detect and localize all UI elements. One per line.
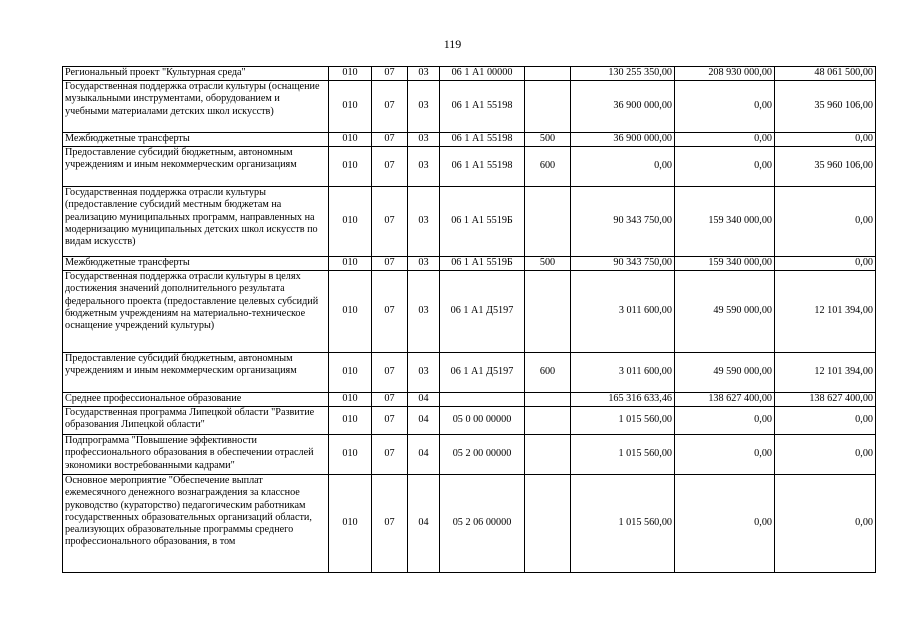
cell-name: Государственная программа Липецкой области "Развитие образования Липецкой области": [63, 407, 329, 435]
cell-c5: [525, 187, 571, 257]
cell-c5: [525, 475, 571, 573]
cell-c1: 010: [329, 271, 372, 353]
table-row: [63, 187, 876, 257]
cell-v1: 90 343 750,00: [571, 257, 675, 271]
cell-v3: 12 101 394,00: [775, 353, 876, 393]
cell-c1: 010: [329, 475, 372, 573]
cell-c2: 07: [372, 353, 408, 393]
table-row: [63, 475, 876, 573]
cell-c3: 03: [408, 187, 440, 257]
cell-v3: 12 101 394,00: [775, 271, 876, 353]
cell-c1: 010: [329, 81, 372, 133]
cell-c4: 06 1 А1 Д5197: [440, 271, 525, 353]
cell-c3: 04: [408, 393, 440, 407]
cell-c2: 07: [372, 435, 408, 475]
cell-v2: 49 590 000,00: [675, 353, 775, 393]
cell-c3: 03: [408, 257, 440, 271]
cell-c1: 010: [329, 133, 372, 147]
cell-v3: 0,00: [775, 133, 876, 147]
cell-v3: 0,00: [775, 407, 876, 435]
table-row: [63, 407, 876, 435]
cell-name: Государственная поддержка отрасли культуры (оснащение музыкальными инструментами, оборудованием и учебными материалами детских школ искусств): [63, 81, 329, 133]
cell-c1: 010: [329, 67, 372, 81]
cell-v3: 0,00: [775, 435, 876, 475]
cell-v3: 0,00: [775, 187, 876, 257]
cell-v2: 159 340 000,00: [675, 187, 775, 257]
cell-c2: 07: [372, 393, 408, 407]
page-number: 119: [443, 37, 462, 51]
cell-c4: [440, 393, 525, 407]
cell-c4: 05 2 00 00000: [440, 435, 525, 475]
table-row: [63, 81, 876, 133]
cell-name: Среднее профессиональное образование: [63, 393, 329, 407]
cell-v2: 0,00: [675, 147, 775, 187]
cell-c4: 06 1 А1 Д5197: [440, 353, 525, 393]
cell-v1: 3 011 600,00: [571, 271, 675, 353]
cell-c1: 010: [329, 353, 372, 393]
cell-v1: 165 316 633,46: [571, 393, 675, 407]
cell-v2: 159 340 000,00: [675, 257, 775, 271]
cell-v1: 36 900 000,00: [571, 81, 675, 133]
cell-c2: 07: [372, 147, 408, 187]
cell-name: Предоставление субсидий бюджетным, автономным учреждениям и иным некоммерческим организациям: [63, 147, 329, 187]
cell-c5: 500: [525, 133, 571, 147]
cell-c3: 04: [408, 407, 440, 435]
cell-v3: 48 061 500,00: [775, 67, 876, 81]
cell-c1: 010: [329, 407, 372, 435]
cell-v3: 35 960 106,00: [775, 81, 876, 133]
cell-c4: 06 1 А1 5519Б: [440, 187, 525, 257]
cell-v3: 0,00: [775, 475, 876, 573]
cell-c3: 03: [408, 147, 440, 187]
cell-name: Государственная поддержка отрасли культуры (предоставление субсидий местным бюджетам на реализацию муниципальных программ, направленных на модернизацию муниципальных детских школ искусств по видам искусств): [63, 187, 329, 257]
cell-name: Основное мероприятие "Обеспечение выплат ежемесячного денежного вознаграждения за классное руководство (кураторство) педагогическим работникам государственных образовательных организаций области, реализующих образовательные программы среднего профессионального образования, в том: [63, 475, 329, 573]
cell-c1: 010: [329, 435, 372, 475]
cell-c5: [525, 435, 571, 475]
table-row: [63, 67, 876, 81]
cell-v2: 0,00: [675, 435, 775, 475]
cell-c2: 07: [372, 187, 408, 257]
cell-c2: 07: [372, 475, 408, 573]
cell-c4: 06 1 А1 55198: [440, 133, 525, 147]
table-body: [63, 67, 876, 573]
cell-c2: 07: [372, 407, 408, 435]
cell-v2: 0,00: [675, 475, 775, 573]
cell-v2: 0,00: [675, 133, 775, 147]
cell-c1: 010: [329, 393, 372, 407]
cell-c5: [525, 81, 571, 133]
cell-c4: 06 1 А1 00000: [440, 67, 525, 81]
cell-c5: [525, 407, 571, 435]
table-row: [63, 393, 876, 407]
cell-c5: [525, 67, 571, 81]
cell-v1: 1 015 560,00: [571, 407, 675, 435]
cell-c2: 07: [372, 133, 408, 147]
cell-c2: 07: [372, 67, 408, 81]
cell-c4: 06 1 А1 5519Б: [440, 257, 525, 271]
cell-c5: 600: [525, 147, 571, 187]
table-row: [63, 353, 876, 393]
cell-c5: [525, 393, 571, 407]
cell-v2: 0,00: [675, 81, 775, 133]
cell-c3: 04: [408, 435, 440, 475]
cell-name: Межбюджетные трансферты: [63, 257, 329, 271]
cell-v1: 130 255 350,00: [571, 67, 675, 81]
cell-v1: 36 900 000,00: [571, 133, 675, 147]
cell-v3: 35 960 106,00: [775, 147, 876, 187]
cell-c5: 600: [525, 353, 571, 393]
cell-c2: 07: [372, 81, 408, 133]
cell-v2: 208 930 000,00: [675, 67, 775, 81]
cell-c3: 03: [408, 271, 440, 353]
cell-c3: 03: [408, 81, 440, 133]
cell-v1: 1 015 560,00: [571, 435, 675, 475]
cell-v2: 49 590 000,00: [675, 271, 775, 353]
cell-name: Подпрограмма "Повышение эффективности профессионального образования в обеспечении отраслей экономики востребованными кадрами": [63, 435, 329, 475]
cell-name: Межбюджетные трансферты: [63, 133, 329, 147]
cell-c3: 03: [408, 353, 440, 393]
cell-c4: 05 0 00 00000: [440, 407, 525, 435]
cell-c3: 03: [408, 133, 440, 147]
cell-v1: 3 011 600,00: [571, 353, 675, 393]
cell-c5: 500: [525, 257, 571, 271]
table-row: [63, 257, 876, 271]
cell-v2: 0,00: [675, 407, 775, 435]
budget-table: [62, 66, 876, 573]
cell-c2: 07: [372, 271, 408, 353]
cell-v2: 138 627 400,00: [675, 393, 775, 407]
cell-c4: 06 1 А1 55198: [440, 81, 525, 133]
cell-v1: 0,00: [571, 147, 675, 187]
cell-c3: 03: [408, 67, 440, 81]
cell-c3: 04: [408, 475, 440, 573]
table-row: [63, 435, 876, 475]
cell-c1: 010: [329, 147, 372, 187]
cell-name: Региональный проект "Культурная среда": [63, 67, 329, 81]
table-row: [63, 133, 876, 147]
table-row: [63, 147, 876, 187]
cell-name: Предоставление субсидий бюджетным, автономным учреждениям и иным некоммерческим организациям: [63, 353, 329, 393]
cell-c5: [525, 271, 571, 353]
cell-v3: 0,00: [775, 257, 876, 271]
cell-c4: 05 2 06 00000: [440, 475, 525, 573]
cell-c2: 07: [372, 257, 408, 271]
cell-c1: 010: [329, 257, 372, 271]
cell-v1: 1 015 560,00: [571, 475, 675, 573]
cell-v1: 90 343 750,00: [571, 187, 675, 257]
cell-name: Государственная поддержка отрасли культуры в целях достижения значений дополнительного результата федерального проекта (предоставление целевых субсидий бюджетным учреждениям на материально-техническое оснащение учреждений культуры): [63, 271, 329, 353]
table-row: [63, 271, 876, 353]
cell-c4: 06 1 А1 55198: [440, 147, 525, 187]
cell-c1: 010: [329, 187, 372, 257]
cell-v3: 138 627 400,00: [775, 393, 876, 407]
